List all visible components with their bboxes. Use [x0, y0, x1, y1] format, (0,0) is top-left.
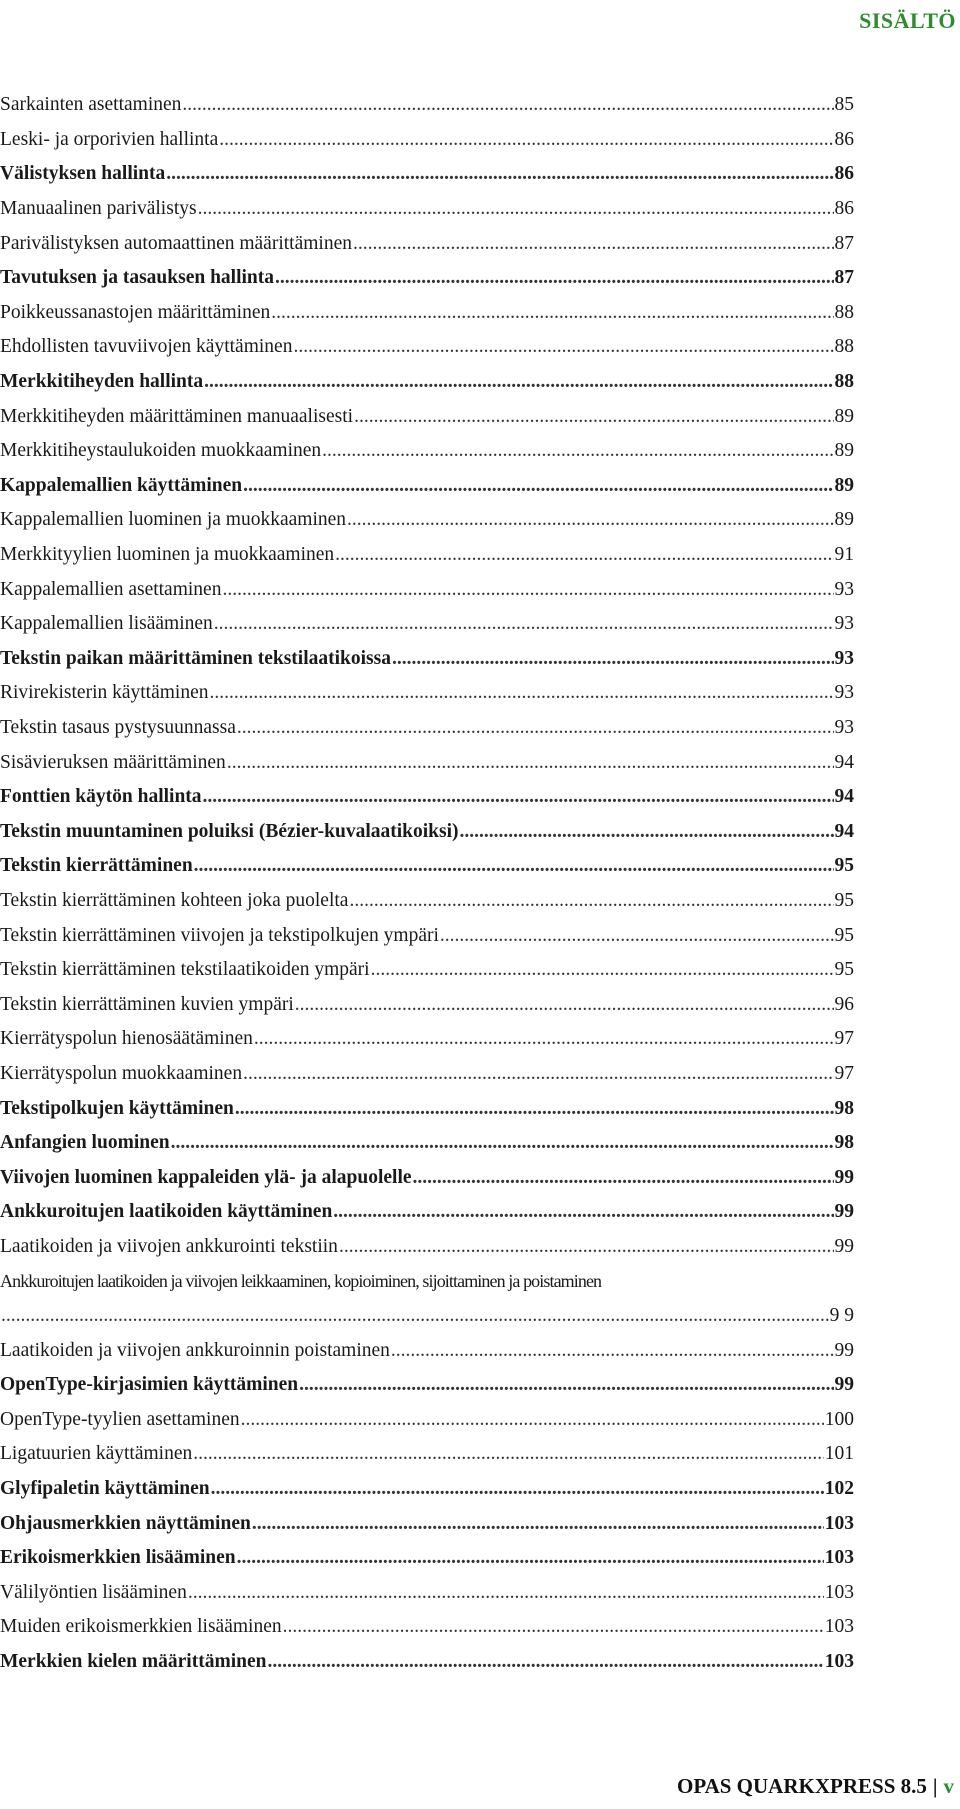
toc-dot-leader	[335, 544, 833, 566]
toc-dot-leader	[211, 1478, 824, 1500]
toc-entry-page: 98	[834, 1097, 854, 1119]
toc-dot-leader	[1, 1305, 829, 1327]
toc-entry-page: 94	[834, 751, 854, 773]
toc-entry[interactable]	[0, 1160, 854, 1195]
toc-entry[interactable]	[0, 1091, 854, 1126]
toc-dot-leader	[339, 1236, 834, 1258]
toc-entry-page: 100	[824, 1408, 854, 1430]
toc-entry[interactable]	[0, 469, 854, 504]
toc-entry-page: 85	[834, 94, 854, 116]
toc-entry-title: Välistyksen hallinta	[0, 163, 166, 185]
toc-dot-leader	[188, 1582, 824, 1604]
toc-entry-page: 103	[824, 1547, 854, 1569]
toc-dot-leader	[354, 406, 833, 428]
toc-entry-page: 95	[834, 959, 854, 981]
toc-entry-title: Tekstin kierrättäminen tekstilaatikoiden ympäri	[0, 959, 370, 981]
toc-entry-title: Laatikoiden ja viivojen ankkurointi tekstiin	[0, 1235, 338, 1257]
toc-entry[interactable]	[0, 1195, 854, 1230]
toc-entry-title: Kappalemallien luominen ja muokkaaminen	[0, 509, 347, 531]
toc-entry-page: 89	[834, 509, 854, 531]
toc-entry-title: Tavutuksen ja tasauksen hallinta	[0, 267, 274, 289]
toc-dot-leader	[271, 302, 833, 324]
toc-entry-title: Muiden erikoismerkkien lisääminen	[0, 1616, 282, 1638]
toc-entry-title: Viivojen luominen kappaleiden ylä- ja alapuolelle	[0, 1166, 412, 1188]
toc-dot-leader	[171, 1132, 834, 1154]
toc-entry-title: Manuaalinen parivälistys	[0, 198, 197, 220]
toc-dot-leader	[237, 717, 834, 739]
toc-entry-page: 95	[834, 889, 854, 911]
toc-dot-leader	[182, 94, 833, 116]
toc-entry[interactable]	[0, 1299, 854, 1334]
toc-dot-leader	[347, 509, 833, 531]
footer-title: OPAS QUARKXPRESS 8.5	[676, 1774, 927, 1798]
toc-entry-title: Merkkitiheyden määrittäminen manuaalisesti	[0, 405, 354, 427]
toc-entry-page: 89	[834, 440, 854, 462]
toc-entry-page: 103	[824, 1616, 854, 1638]
toc-dot-leader	[391, 1340, 834, 1362]
toc-entry-title: Anfangien luominen	[0, 1132, 170, 1154]
toc-entry-title: Ligatuurien käyttäminen	[0, 1443, 193, 1465]
toc-entry[interactable]	[0, 1645, 854, 1680]
toc-entry-title: Tekstin paikan määrittäminen tekstilaatikoissa	[0, 647, 391, 669]
toc-entry-page: 103	[824, 1581, 854, 1603]
toc-entry-title: Tekstin kierrättäminen kuvien ympäri	[0, 993, 294, 1015]
toc-dot-leader	[166, 163, 833, 185]
toc-entry-page: 9 9	[829, 1305, 854, 1327]
toc-entry[interactable]	[0, 1264, 854, 1299]
toc-dot-leader	[243, 475, 833, 497]
toc-entry[interactable]	[0, 503, 854, 538]
toc-entry[interactable]	[0, 1472, 854, 1507]
toc-dot-leader	[299, 1374, 833, 1396]
toc-entry-title: Fonttien käytön hallinta	[0, 786, 202, 808]
toc-entry[interactable]	[0, 1022, 854, 1057]
toc-entry-title: Kappalemallien lisääminen	[0, 613, 213, 635]
toc-entry[interactable]	[0, 1333, 854, 1368]
toc-entry-title: Ankkuroitujen laatikoiden käyttäminen	[0, 1201, 333, 1223]
toc-dot-leader	[349, 890, 833, 912]
toc-entry-page: 93	[834, 613, 854, 635]
toc-entry-page: 99	[834, 1339, 854, 1361]
toc-entry[interactable]	[0, 296, 854, 331]
footer-separator: |	[932, 1774, 938, 1798]
toc-entry[interactable]	[0, 88, 854, 123]
toc-entry[interactable]	[0, 780, 854, 815]
toc-dot-leader	[392, 648, 834, 670]
toc-entry-page: 93	[834, 647, 854, 669]
toc-entry-title: Sisävieruksen määrittäminen	[0, 751, 226, 773]
toc-entry[interactable]	[0, 1541, 854, 1576]
toc-entry-page: 99	[834, 1235, 854, 1257]
toc-entry-title: Kierrätyspolun hienosäätäminen	[0, 1028, 253, 1050]
toc-entry-page: 99	[834, 1374, 854, 1396]
toc-entry[interactable]	[0, 642, 854, 677]
toc-dot-leader	[243, 1063, 833, 1085]
toc-entry-page: 103	[824, 1512, 854, 1534]
toc-entry[interactable]	[0, 987, 854, 1022]
toc-entry-title: OpenType-tyylien asettaminen	[0, 1408, 240, 1430]
toc-entry[interactable]	[0, 849, 854, 884]
toc-dot-leader	[210, 682, 834, 704]
toc-entry[interactable]	[0, 330, 854, 365]
toc-entry[interactable]	[0, 226, 854, 261]
toc-dot-leader	[214, 613, 834, 635]
toc-entry-page: 93	[834, 716, 854, 738]
toc-dot-leader	[198, 198, 834, 220]
toc-entry[interactable]	[0, 538, 854, 573]
toc-dot-leader	[222, 579, 833, 601]
toc-dot-leader	[293, 336, 833, 358]
toc-entry-page: 101	[824, 1443, 854, 1465]
toc-dot-leader	[203, 786, 834, 808]
toc-dot-leader	[235, 1098, 834, 1120]
toc-entry[interactable]	[0, 261, 854, 296]
toc-entry-title: Kappalemallien käyttäminen	[0, 474, 243, 496]
toc-entry-title: Kappalemallien asettaminen	[0, 578, 222, 600]
toc-entry[interactable]	[0, 884, 854, 919]
toc-entry[interactable]	[0, 607, 854, 642]
toc-entry-page: 96	[834, 993, 854, 1015]
toc-entry[interactable]	[0, 1368, 854, 1403]
toc-dot-leader	[371, 959, 834, 981]
toc-entry-page: 86	[834, 198, 854, 220]
toc-entry-page: 86	[834, 128, 854, 150]
toc-entry[interactable]	[0, 1576, 854, 1611]
toc-entry[interactable]	[0, 676, 854, 711]
toc-dot-leader	[440, 925, 834, 947]
toc-dot-leader	[460, 821, 834, 843]
toc-entry-page: 88	[834, 371, 854, 393]
toc-entry-page: 98	[834, 1132, 854, 1154]
toc-entry-page: 91	[834, 544, 854, 566]
toc-entry-title: Parivälistyksen automaattinen määrittäminen	[0, 232, 352, 254]
section-title: SISÄLTÖ	[859, 8, 956, 33]
toc-entry[interactable]	[0, 745, 854, 780]
toc-entry[interactable]	[0, 1126, 854, 1161]
toc-dot-leader	[252, 1513, 824, 1535]
toc-entry-title: OpenType-kirjasimien käyttäminen	[0, 1374, 299, 1396]
toc-entry-page: 93	[834, 682, 854, 704]
toc-entry-page: 93	[834, 578, 854, 600]
toc-dot-leader	[413, 1167, 834, 1189]
toc-entry-page: 88	[834, 301, 854, 323]
toc-entry-page: 95	[834, 924, 854, 946]
toc-entry[interactable]	[0, 1230, 854, 1265]
toc-entry-title: Merkkitiheyden hallinta	[0, 371, 204, 393]
toc-entry-page: 88	[834, 336, 854, 358]
toc-dot-leader	[219, 129, 833, 151]
toc-dot-leader	[275, 267, 834, 289]
toc-entry-title: Tekstin kierrättäminen kohteen joka puolelta	[0, 889, 349, 911]
toc-dot-leader	[267, 1651, 823, 1673]
toc-entry[interactable]	[0, 711, 854, 746]
toc-entry-title: Ankkuroitujen laatikoiden ja viivojen leikkaaminen, kopioiminen, sijoittaminen ja poistaminen	[0, 1270, 602, 1291]
toc-entry[interactable]	[0, 157, 854, 192]
toc-entry-title: Rivirekisterin käyttäminen	[0, 682, 209, 704]
toc-dot-leader	[295, 994, 834, 1016]
toc-entry-page: 94	[834, 820, 854, 842]
toc-entry-page: 99	[834, 1166, 854, 1188]
toc-dot-leader	[194, 855, 834, 877]
toc-entry[interactable]	[0, 918, 854, 953]
toc-entry-page: 97	[834, 1028, 854, 1050]
toc-dot-leader	[193, 1443, 824, 1465]
toc-entry-page: 89	[834, 405, 854, 427]
toc-entry-title: Poikkeussanastojen määrittäminen	[0, 301, 271, 323]
toc-entry-title: Tekstin muuntaminen poluiksi (Bézier-kuvalaatikoiksi)	[0, 820, 459, 842]
toc-entry-page: 95	[834, 855, 854, 877]
toc-entry[interactable]	[0, 1403, 854, 1438]
toc-entry-title: Ohjausmerkkien näyttäminen	[0, 1512, 251, 1534]
toc-entry-title: Sarkainten asettaminen	[0, 94, 182, 116]
toc-entry-page: 99	[834, 1201, 854, 1223]
toc-entry[interactable]	[0, 399, 854, 434]
toc-entry-title: Tekstin kierrättäminen	[0, 855, 193, 877]
toc-entry[interactable]	[0, 1057, 854, 1092]
toc-dot-leader	[241, 1409, 824, 1431]
toc-entry[interactable]	[0, 434, 854, 469]
toc-entry-page: 97	[834, 1062, 854, 1084]
footer-page-number: v	[943, 1774, 954, 1798]
toc-entry-title: Erikoismerkkien lisääminen	[0, 1547, 236, 1569]
toc-entry-page: 87	[834, 267, 854, 289]
toc-entry[interactable]	[0, 814, 854, 849]
toc-entry-title: Laatikoiden ja viivojen ankkuroinnin poistaminen	[0, 1339, 390, 1361]
toc-dot-leader	[204, 371, 833, 393]
toc-entry-page: 103	[824, 1651, 854, 1673]
toc-entry-page: 86	[834, 163, 854, 185]
toc-entry-title: Kierrätyspolun muokkaaminen	[0, 1062, 243, 1084]
toc-dot-leader	[353, 233, 834, 255]
toc-dot-leader	[254, 1028, 834, 1050]
toc-dot-leader	[227, 752, 834, 774]
toc-entry-title: Merkkitiheystaulukoiden muokkaaminen	[0, 440, 322, 462]
toc-dot-leader	[283, 1616, 824, 1638]
toc-entry-page: 89	[834, 474, 854, 496]
toc-entry[interactable]	[0, 1506, 854, 1541]
toc-entry-title: Välilyöntien lisääminen	[0, 1581, 187, 1603]
toc-entry[interactable]	[0, 192, 854, 227]
toc-entry[interactable]	[0, 1437, 854, 1472]
toc-entry-title: Merkkityylien luominen ja muokkaaminen	[0, 544, 335, 566]
toc-entry[interactable]	[0, 123, 854, 158]
table-of-contents	[0, 88, 854, 1679]
toc-dot-leader	[322, 440, 833, 462]
toc-entry-title: Tekstin kierrättäminen viivojen ja tekstipolkujen ympäri	[0, 924, 439, 946]
toc-entry[interactable]	[0, 365, 854, 400]
toc-entry-title: Tekstin tasaus pystysuunnassa	[0, 716, 236, 738]
toc-entry-title: Leski- ja orporivien hallinta	[0, 128, 219, 150]
toc-dot-leader	[333, 1201, 833, 1223]
toc-entry-title: Ehdollisten tavuviivojen käyttäminen	[0, 336, 293, 358]
toc-entry-title: Tekstipolkujen käyttäminen	[0, 1097, 234, 1119]
page-footer	[677, 1774, 954, 1799]
toc-dot-leader	[237, 1547, 824, 1569]
toc-entry[interactable]	[0, 572, 854, 607]
toc-entry-page: 102	[824, 1478, 854, 1500]
toc-entry-title: Glyfipaletin käyttäminen	[0, 1478, 210, 1500]
toc-entry-page: 87	[834, 232, 854, 254]
toc-entry[interactable]	[0, 1610, 854, 1645]
toc-entry-title: Merkkien kielen määrittäminen	[0, 1651, 267, 1673]
toc-entry[interactable]	[0, 953, 854, 988]
toc-entry-page: 94	[834, 786, 854, 808]
